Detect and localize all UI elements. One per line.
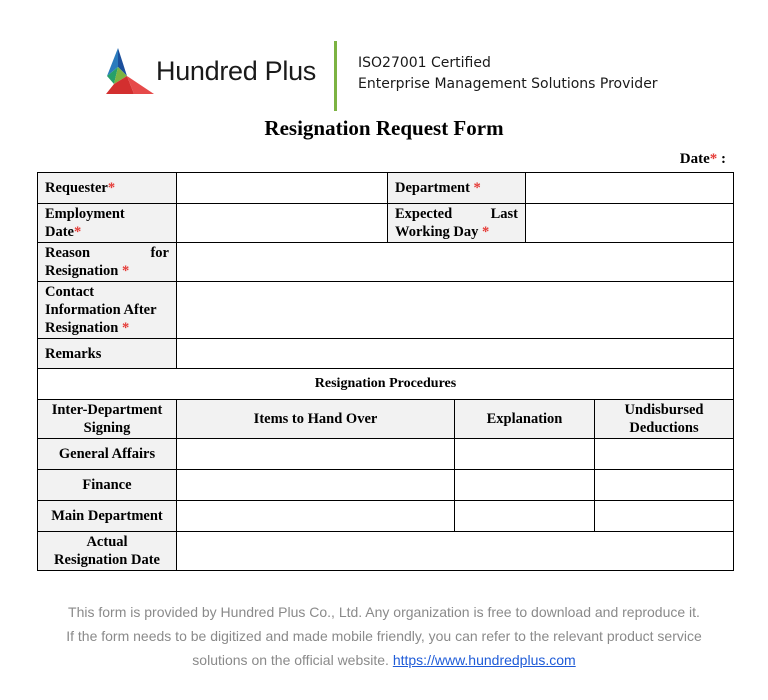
contact-row <box>38 282 734 339</box>
reason-row <box>38 243 734 282</box>
employment-date-label: Employment Date* <box>38 204 177 243</box>
header-divider <box>334 41 337 111</box>
signing-column-header: Inter-Department Signing <box>38 400 177 439</box>
footer-line-1: This form is provided by Hundred Plus Co., Ltd. Any organization is free to download and reproduce it. <box>68 604 700 620</box>
general-affairs-items-input[interactable] <box>177 439 455 470</box>
deductions-column-header: Undisbursed Deductions <box>595 400 734 439</box>
remarks-label: Remarks <box>38 339 177 369</box>
procedures-heading: Resignation Procedures <box>38 369 734 400</box>
requester-label: Requester* <box>38 173 177 204</box>
brand-name: Hundred Plus <box>156 56 316 86</box>
general-affairs-explanation-input[interactable] <box>455 439 595 470</box>
table-row <box>38 501 734 532</box>
actual-date-input[interactable] <box>177 532 734 571</box>
main-department-label: Main Department <box>38 501 177 532</box>
required-mark: * <box>709 151 718 167</box>
finance-explanation-input[interactable] <box>455 470 595 501</box>
general-affairs-deductions-input[interactable] <box>595 439 734 470</box>
employment-date-input[interactable] <box>177 204 388 243</box>
footer-line-3: solutions on the official website. https://www.hundredplus.com <box>192 652 576 668</box>
requester-input[interactable] <box>177 173 388 204</box>
page-header <box>0 0 768 118</box>
footer-line-2: If the form needs to be digitized and made mobile friendly, you can refer to the relevant product service <box>66 628 702 644</box>
remarks-input[interactable] <box>177 339 734 369</box>
actual-date-row <box>38 532 734 571</box>
date-field-label: Date* : <box>679 151 726 167</box>
general-affairs-label: General Affairs <box>38 439 177 470</box>
resignation-form-table <box>37 172 734 571</box>
table-row <box>38 470 734 501</box>
website-link[interactable]: https://www.hundredplus.com <box>392 652 576 668</box>
procedures-header-row <box>38 400 734 439</box>
finance-label: Finance <box>38 470 177 501</box>
contact-input[interactable] <box>177 282 734 339</box>
actual-date-label: Actual Resignation Date <box>38 532 177 571</box>
finance-items-input[interactable] <box>177 470 455 501</box>
explanation-column-header: Explanation <box>455 400 595 439</box>
procedures-heading-row <box>38 369 734 400</box>
finance-deductions-input[interactable] <box>595 470 734 501</box>
table-row <box>38 439 734 470</box>
employment-date-row <box>38 204 734 243</box>
form-title: Resignation Request Form <box>264 116 504 140</box>
certification-text: ISO27001 Certified <box>358 55 491 71</box>
department-input[interactable] <box>526 173 734 204</box>
expected-last-day-label: Expected Last Working Day * <box>388 204 526 243</box>
main-department-deductions-input[interactable] <box>595 501 734 532</box>
department-label: Department * <box>388 173 526 204</box>
reason-input[interactable] <box>177 243 734 282</box>
expected-last-day-input[interactable] <box>526 204 734 243</box>
footer-notice <box>0 600 768 672</box>
main-department-explanation-input[interactable] <box>455 501 595 532</box>
contact-label: Contact Information After Resignation * <box>38 282 177 339</box>
header-tagline <box>358 53 658 95</box>
main-department-items-input[interactable] <box>177 501 455 532</box>
items-column-header: Items to Hand Over <box>177 400 455 439</box>
remarks-row <box>38 339 734 369</box>
tagline-text: Enterprise Management Solutions Provider <box>358 76 658 92</box>
reason-label: Reason for Resignation * <box>38 243 177 282</box>
hundred-plus-logo-icon <box>104 46 156 98</box>
requester-row <box>38 173 734 204</box>
